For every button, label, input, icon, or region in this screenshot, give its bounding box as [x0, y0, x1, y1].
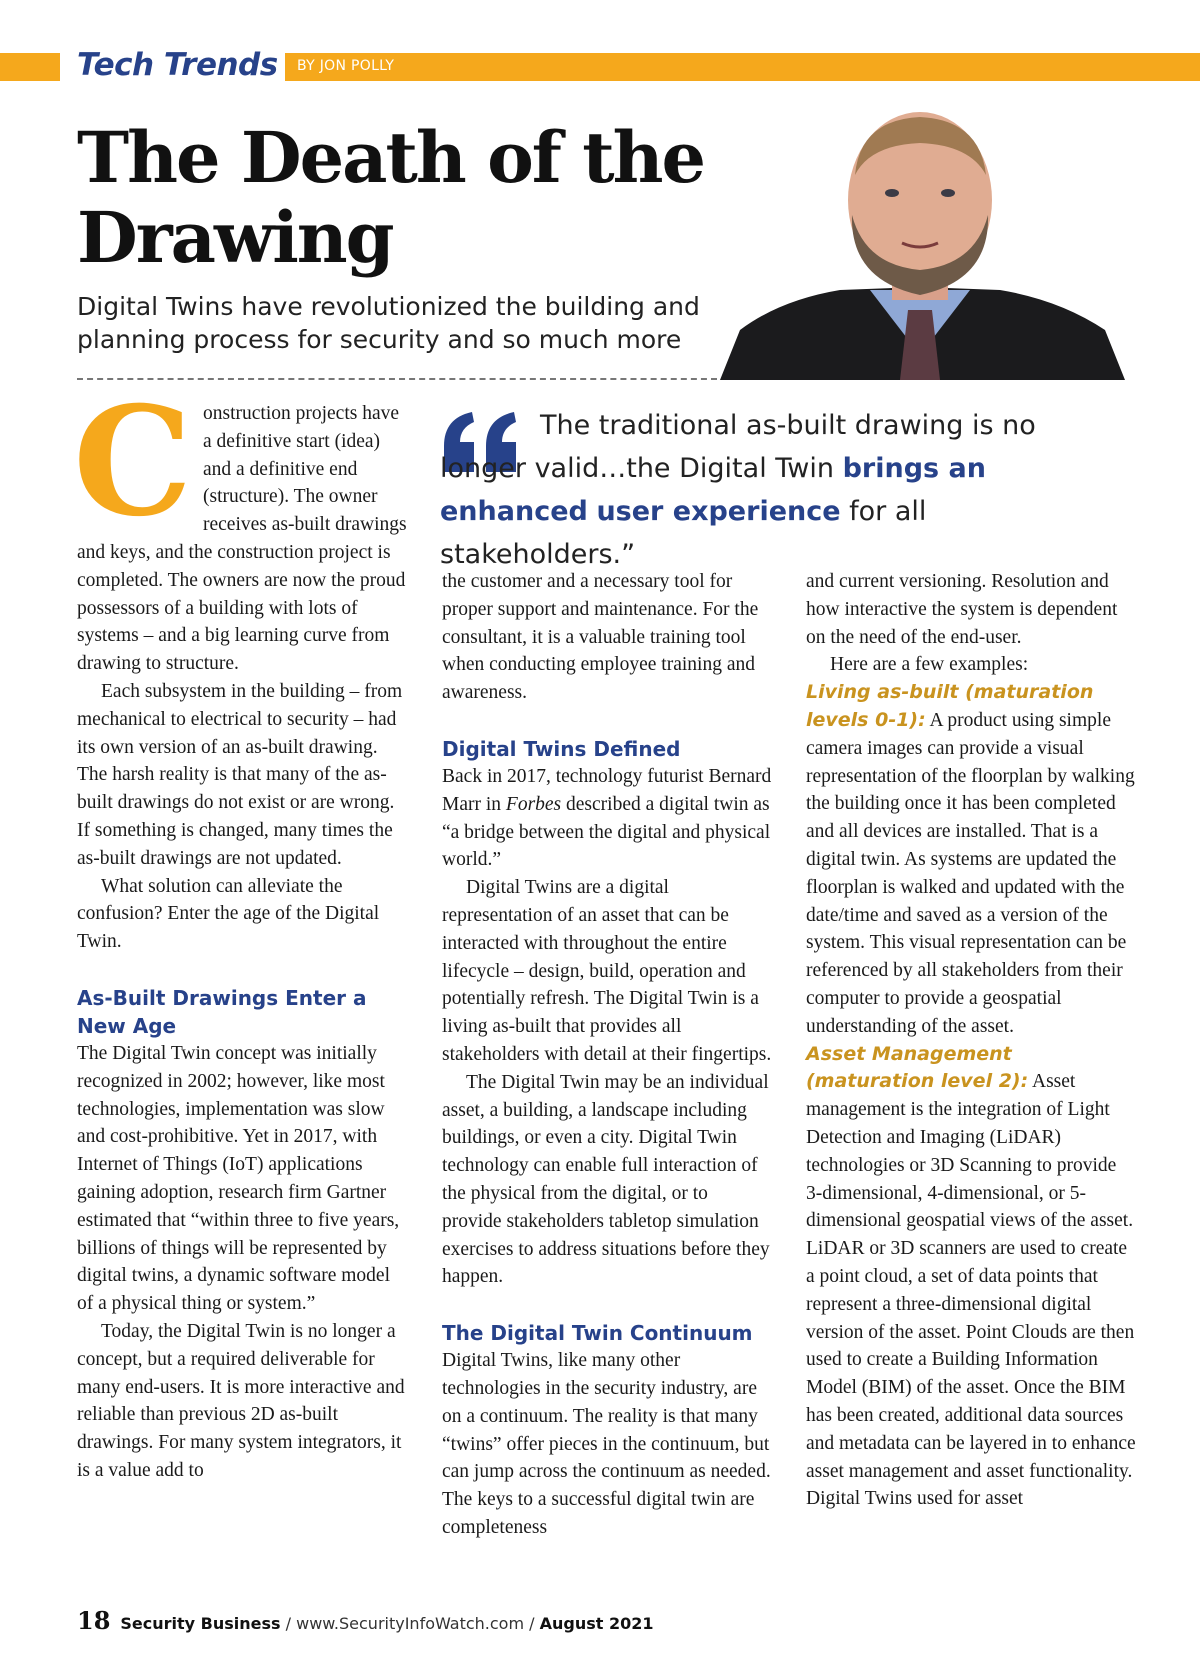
paragraph: onstruction projects have a definitive start (idea) and a definitive end (structure). The owner receives as-built drawings and keys, and the construction project is completed. The owners are now the proud possessors of a building with lots of systems – and a big learning curve from drawing to structure. [77, 403, 407, 675]
paragraph: Digital Twins, like many other technologies in the security industry, are on a continuum. The reality is that many “twins” offer pieces in the continuum, but can jump across the continuum as needed. The keys to a successful digital twin are completeness [442, 1350, 771, 1538]
issue-date: August 2021 [539, 1614, 654, 1633]
paragraph: Today, the Digital Twin is no longer a concept, but a required deliverable for many end-users. It is more interactive and reliable than previous 2D as-built drawings. For many system integrators, it is a value add to [77, 1320, 405, 1481]
pull-quote-text-2: for all stakeholders.” [440, 496, 927, 570]
website-url: www.SecurityInfoWatch.com [296, 1614, 525, 1633]
drop-cap-letter [73, 396, 195, 524]
author-photo [720, 105, 1125, 380]
paragraph [806, 1041, 1136, 1514]
text-run: A product using simple camera images can provide a visual representation of the floorplan by walking the building once it has been completed and all devices are installed. That is a digital twin. As systems are updated the floorplan is walked and updated with the date/time and saved as a version of the system. This visual representation can be referenced by all stakeholders from their computer to provide a geospatial understanding of the asset. [806, 709, 1135, 1037]
paragraph: Here are a few examples: [830, 654, 1029, 676]
publication-name: Security Business [120, 1614, 281, 1633]
publication-name: Forbes [505, 793, 562, 815]
paragraph: and current versioning. Resolution and how interactive the system is dependent on the need of the end-user. [806, 571, 1118, 648]
separator: / [524, 1614, 540, 1633]
pull-quote [440, 404, 1130, 576]
header-bar-left [0, 53, 60, 81]
subheading: As-Built Drawings Enter a New Age [77, 985, 367, 1038]
paragraph: Each subsystem in the building – from mechanical to electrical to security – had its own version of an as-built drawing. The harsh reality is that many of the as-built drawings do not exist or are wrong. If something is changed, many times the as-built drawings are not updated. [77, 680, 403, 869]
page-footer [77, 1606, 654, 1635]
paragraph: The Digital Twin concept was initially recognized in 2002; however, like most technologies, implementation was slow and cost-prohibitive. Yet in 2017, with Internet of Things (IoT) applications gaining adoption, research firm Gartner estimated that “within three to five years, billions of things will be represented by digital twins, a dynamic software model of a physical thing or system.” [77, 1042, 400, 1315]
paragraph: The Digital Twin may be an individual asset, a building, a landscape including buildings, or even a city. Digital Twin technology can enable full interaction of the physical from the digital, or to provide stakeholders tabletop simulation exercises to address situations before they happen. [442, 1071, 770, 1288]
paragraph: the customer and a necessary tool for proper support and maintenance. For the consultant, it is a valuable training tool when conducting employee training and awareness. [442, 571, 759, 704]
section-header-bar [0, 47, 1200, 83]
page-number: 18 [77, 1606, 111, 1635]
section-title: Tech Trends [77, 47, 278, 83]
paragraph: Digital Twins are a digital representation of an asset that can be interacted with throughout the entire lifecycle – design, build, operation and potentially refresh. The Digital Twin is a living as-built that provides all stakeholders with detail at their fingertips. [442, 877, 772, 1065]
header-bar-right [285, 53, 1200, 81]
paragraph [442, 763, 772, 874]
column-1 [73, 396, 407, 1485]
paragraph [806, 679, 1136, 1040]
subheading: The Digital Twin Continuum [442, 1321, 753, 1346]
text-run: described a digital twin as “a bridge between the digital and physical world.” [442, 793, 771, 871]
pull-quote-emphasis-2: user experience [596, 496, 841, 527]
divider-dashed [77, 378, 717, 380]
separator: / [280, 1614, 297, 1633]
lead-in-label: Living as-built (maturation levels 0-1): [806, 681, 1094, 731]
byline: BY JON POLLY [297, 58, 395, 74]
text-run: Asset management is the integration of Light Detection and Imaging (LiDAR) technologies or 3D Scanning to provide 3-dimensional, 4-dimensional, or 5-dimensional geospatial views of the asset. LiDAR or 3D scanners are used to create a point cloud, a set of data points that represent a three-dimensional digital version of the asset. Point Clouds are then used to create a Building Information Model (BIM) of the asset. Once the BIM has been created, additional data sources and metadata can be layered in to enhance asset management and asset functionality. Digital Twins used for asset [806, 1071, 1136, 1510]
subheading: Digital Twins Defined [442, 736, 681, 761]
column-2 [442, 568, 772, 1542]
deck-subtitle: Digital Twins have revolutionized the building and planning process for security and so much more [77, 292, 700, 354]
svg-text:C: C [73, 396, 193, 524]
pull-quote-emphasis-1: brings an enhanced [440, 453, 986, 527]
pull-quote-text-1: The traditional as-built drawing is no longer valid…the Digital Twin [440, 410, 1036, 484]
paragraph: What solution can alleviate the confusion? Enter the age of the Digital Twin. [77, 875, 380, 953]
text-run: Back in 2017, technology futurist Bernard Marr in [442, 765, 772, 815]
lead-in-label: Asset Management (maturation level 2): [806, 1042, 1029, 1093]
headline: The Death of the Drawing [77, 116, 705, 279]
column-3 [806, 568, 1136, 1513]
